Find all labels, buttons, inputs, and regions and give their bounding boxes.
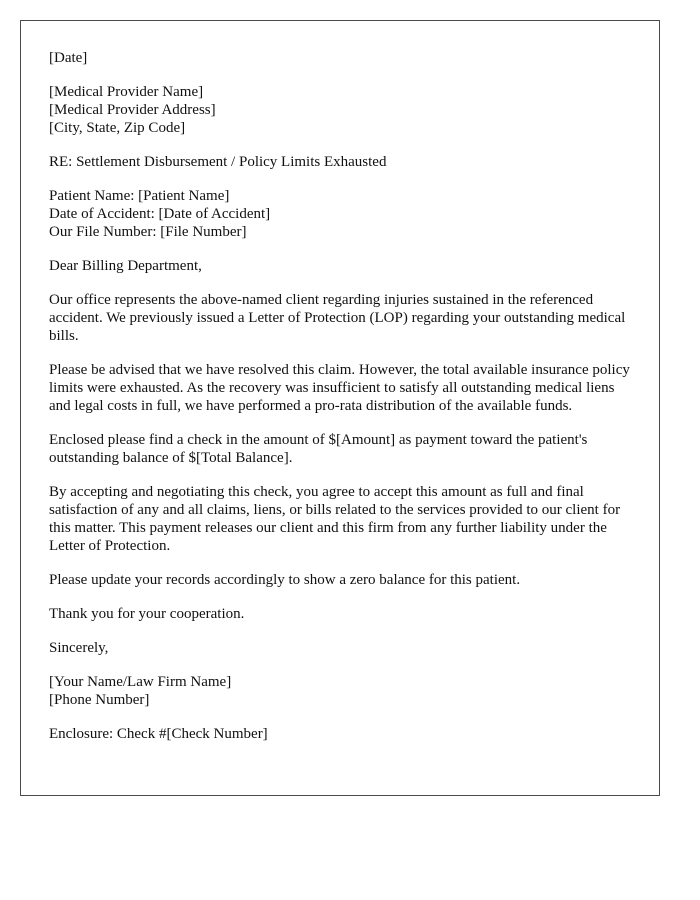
closing-block: [49, 639, 633, 657]
signature-name-firm: [Your Name/Law Firm Name]: [49, 674, 232, 690]
body-paragraph: By accepting and negotiating this check, you agree to accept this amount as full and final satisfaction of any and all claims, liens, or bills related to the services provided to our client for this matter. This payment releases our client and this firm from any further liability under the Letter of Protection.: [49, 484, 621, 554]
enclosure-block: [49, 725, 633, 743]
subject-line-block: [49, 153, 633, 171]
salutation: Dear Billing Department,: [49, 258, 202, 274]
closing: Sincerely,: [49, 640, 109, 656]
signature-block: [49, 673, 633, 709]
file-number: Our File Number: [File Number]: [49, 224, 247, 240]
recipient-address: [49, 83, 633, 137]
date-of-accident: Date of Accident: [Date of Accident]: [49, 206, 271, 222]
body-paragraph: Thank you for your cooperation.: [49, 606, 245, 622]
provider-name: [Medical Provider Name]: [49, 84, 204, 100]
body-paragraph: Please update your records accordingly to show a zero balance for this patient.: [49, 572, 521, 588]
letter-content: [49, 49, 633, 759]
body-paragraph: Please be advised that we have resolved this claim. However, the total available insurance policy limits were exhausted. As the recovery was insufficient to satisfy all outstanding medical liens and legal costs in full, we have performed a pro-rata distribution of the available funds.: [49, 362, 630, 414]
date-block: [49, 49, 633, 67]
provider-city-state-zip: [City, State, Zip Code]: [49, 120, 186, 136]
letter-frame: [20, 20, 660, 796]
salutation-block: [49, 257, 633, 275]
body-paragraph: Enclosed please find a check in the amount of $[Amount] as payment toward the patient's outstanding balance of $[Total Balance].: [49, 432, 588, 466]
letter-date: [Date]: [49, 50, 88, 66]
reference-block: [49, 187, 633, 241]
signature-phone: [Phone Number]: [49, 692, 150, 708]
body-paragraph: Our office represents the above-named client regarding injuries sustained in the referenced accident. We previously issued a Letter of Protection (LOP) regarding your outstanding medical bills.: [49, 292, 626, 344]
re-line: RE: Settlement Disbursement / Policy Limits Exhausted: [49, 154, 387, 170]
enclosure-line: Enclosure: Check #[Check Number]: [49, 726, 268, 742]
provider-address: [Medical Provider Address]: [49, 102, 216, 118]
patient-name: Patient Name: [Patient Name]: [49, 188, 230, 204]
